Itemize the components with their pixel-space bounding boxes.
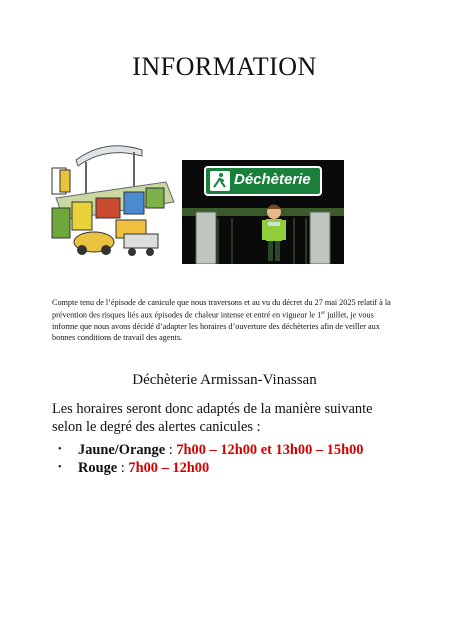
schedule-intro: Les horaires seront donc adaptés de la manière suivante selon le degré des alertes canicules : xyxy=(52,401,373,435)
bullet-icon: • xyxy=(58,462,62,473)
notice-paragraph xyxy=(52,297,400,343)
notice-paragraph-part1: Compte tenu de l’épisode de canicule que nous traversons et au vu du décret du 27 mai 2025 relatif à la prévention des risques liés aux épisodes de chaleur intense et entré en vigueur le 1 xyxy=(52,298,391,320)
notice-paragraph-part2: juillet, je vous informe que nous avons décidé d’adapter les horaires d’ouverture des déchèteries afin de veiller aux bonnes conditions de travail des agents. xyxy=(52,310,380,342)
page-title: INFORMATION xyxy=(132,52,317,81)
bullet-icon: • xyxy=(58,444,62,455)
dechetterie-illustration xyxy=(182,160,344,264)
alert-separator: : xyxy=(165,442,177,458)
site-name: Déchèterie Armissan-Vinassan xyxy=(132,372,317,388)
gate-and-agent-icon xyxy=(182,160,344,264)
list-item-alert-yellow-orange xyxy=(58,441,418,459)
sign-text: Déchèterie xyxy=(234,171,311,188)
alert-separator: : xyxy=(117,460,129,476)
alert-hours: 7h00 – 12h00 et 13h00 – 15h00 xyxy=(176,442,364,458)
alert-level-label: Rouge xyxy=(78,460,118,476)
notice-superscript: er xyxy=(321,311,326,316)
list-item-alert-red xyxy=(58,459,418,477)
alert-schedule-list xyxy=(58,441,418,477)
recycling-center-illustration xyxy=(46,138,176,266)
alert-hours: 7h00 – 12h00 xyxy=(128,460,210,476)
alert-level-label: Jaune/Orange xyxy=(78,442,166,458)
